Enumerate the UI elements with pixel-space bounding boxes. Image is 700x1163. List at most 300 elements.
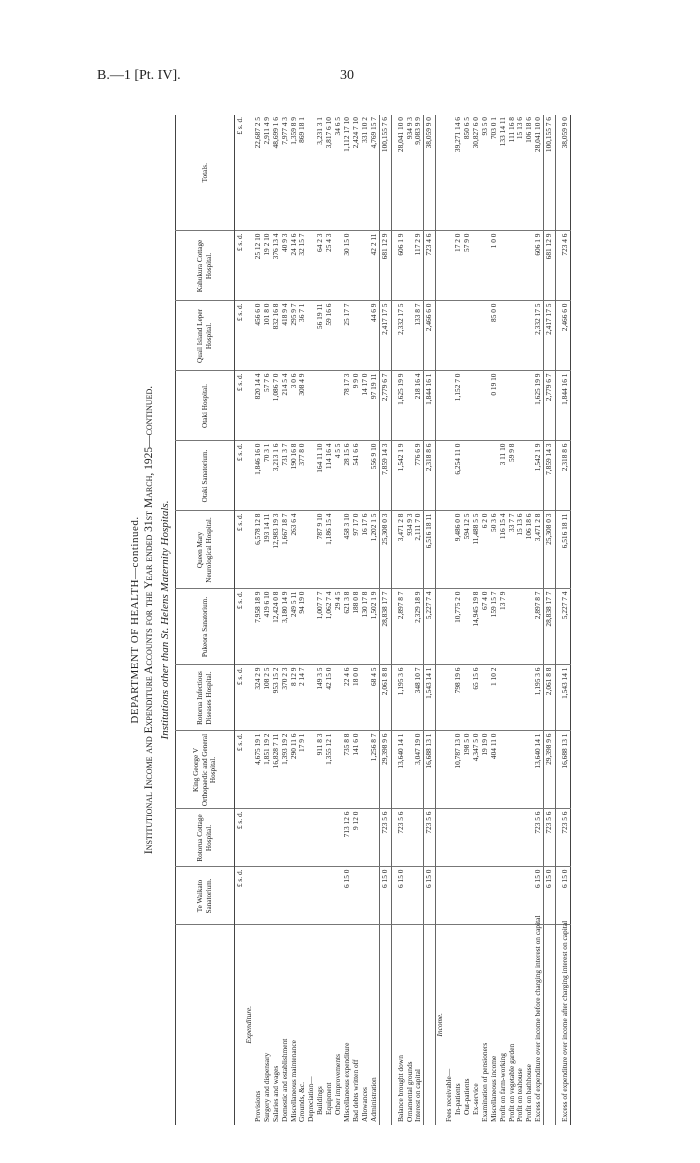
table-cell: 6 15 0 — [397, 867, 406, 925]
table-cell: 12,424 0 8 — [272, 589, 281, 665]
table-cell: 787 9 10 — [316, 511, 325, 589]
unit-cell: £ s. d. — [235, 867, 246, 925]
table-cell: 2,329 18 9 — [414, 589, 423, 665]
table-cell: 1,625 19 9 — [397, 371, 406, 441]
table-cell — [508, 867, 517, 925]
table-cell: 2,332 17 5 — [534, 301, 543, 371]
table-cell: 869 18 1 — [298, 115, 307, 231]
table-cell: 13,640 14 1 — [534, 731, 543, 809]
section-heading-row — [436, 115, 445, 1125]
table-cell: 9 12 0 — [352, 809, 361, 867]
table-cell: 48,699 1 6 — [272, 115, 281, 231]
table-cell: 1,846 16 0 — [254, 441, 263, 511]
row-label: Administration — [368, 1077, 378, 1122]
table-cell: 6,516 18 11 — [424, 511, 436, 589]
table-cell: 2,424 7 10 — [352, 115, 361, 231]
table-cell: 10,775 2 0 — [454, 589, 463, 665]
table-cell: 2 14 7 — [298, 665, 307, 731]
table-cell: 59 9 8 — [508, 441, 517, 511]
table-cell: 42 15 0 — [325, 665, 334, 731]
table-cell: 111 16 8 — [508, 115, 517, 231]
table-cell: 3 0 6 — [290, 371, 299, 441]
column-header: Otaki Sanatorium. — [176, 441, 235, 511]
table-cell: 19 19 0 — [481, 731, 490, 809]
table-cell: 25 12 10 — [254, 231, 263, 301]
table-cell: 0 19 10 — [490, 371, 499, 441]
table-cell: 22,687 2 5 — [254, 115, 263, 231]
table-cell: 419 6 10 — [263, 589, 272, 665]
column-header: Te Waikato Sanatorium. — [176, 867, 235, 925]
table-cell — [272, 809, 281, 867]
table-cell — [516, 231, 525, 301]
table-cell — [499, 371, 508, 441]
table-cell: 67 4 0 — [481, 589, 490, 665]
table-cell — [508, 665, 517, 731]
table-cell — [298, 809, 307, 867]
table-cell: 34 6 5 — [334, 115, 343, 231]
table-cell: 2,911 4 9 — [263, 115, 272, 231]
table-cell: 370 2 3 — [281, 665, 290, 731]
table-row — [481, 115, 490, 1125]
table-cell: 198 5 0 — [463, 731, 472, 809]
column-header: King George V Orthopaedic and General Hospital. — [176, 731, 235, 809]
row-label: Miscellaneous expenditure — [341, 1042, 351, 1122]
table-cell — [436, 371, 445, 441]
accounts-table — [175, 115, 571, 1125]
table-cell — [325, 809, 334, 867]
table-cell — [245, 809, 254, 867]
table-cell: 2,466 6 0 — [561, 301, 570, 371]
table-cell: 30 15 0 — [343, 231, 352, 301]
table-cell: 723 5 6 — [534, 809, 543, 867]
table-cell: 776 6 9 — [414, 441, 423, 511]
row-label: Other improvements — [333, 1054, 343, 1115]
table-row — [490, 115, 499, 1125]
table-cell: 1 0 0 — [490, 231, 499, 301]
table-cell: 4,347 5 0 — [472, 731, 481, 809]
table-row — [290, 115, 299, 1125]
table-cell: 5,227 7 4 — [424, 589, 436, 665]
row-label — [424, 925, 436, 1125]
table-cell: 2,111 7 0 — [414, 511, 423, 589]
total-row — [379, 115, 391, 1125]
table-cell — [481, 441, 490, 511]
table-cell: 723 4 6 — [561, 231, 570, 301]
table-cell: 114 16 4 — [325, 441, 334, 511]
table-cell: 15 13 6 — [516, 115, 525, 231]
row-label: Balance brought down — [395, 1055, 405, 1122]
table-cell: 14 17 0 — [361, 371, 370, 441]
table-row — [499, 115, 508, 1125]
row-label — [544, 925, 556, 1125]
table-cell: 1,112 17 10 — [343, 115, 352, 231]
table-cell — [472, 231, 481, 301]
table-cell: 4,769 15 7 — [370, 115, 379, 231]
table-cell: 681 12 9 — [544, 231, 556, 301]
table-cell — [290, 867, 299, 925]
table-cell: 621 3 8 — [343, 589, 352, 665]
column-header: Pukeora Sanatorium. — [176, 589, 235, 665]
table-cell: 1,543 14 1 — [561, 665, 570, 731]
row-label: Examination of pensioners — [479, 1042, 489, 1122]
row-label: Excess of expenditure over income before charging interest on capital — [533, 915, 543, 1122]
table-cell — [481, 867, 490, 925]
table-cell: 6 15 0 — [343, 867, 352, 925]
table-cell: 2,466 6 0 — [424, 301, 436, 371]
table-row — [472, 115, 481, 1125]
table-cell — [499, 867, 508, 925]
table-cell — [254, 809, 263, 867]
table-cell — [307, 371, 316, 441]
row-label: Bad debts written off — [350, 1059, 360, 1122]
table-cell: 13 7 9 — [499, 589, 508, 665]
total-row — [544, 115, 556, 1125]
table-cell — [414, 809, 423, 867]
table-cell: 6,516 18 11 — [561, 511, 570, 589]
column-header: Kahukura Cottage Hospital. — [176, 231, 235, 301]
table-cell: 190 16 8 — [290, 441, 299, 511]
department-title: DEPARTMENT OF HEALTH—continued. — [129, 516, 141, 724]
unit-cell: £ s. d. — [235, 511, 246, 589]
table-cell: 3,231 3 1 — [316, 115, 325, 231]
table-row — [397, 115, 406, 1125]
table-cell: 19 2 10 — [263, 231, 272, 301]
table-cell: 5,227 7 4 — [561, 589, 570, 665]
row-label: Income. — [435, 1012, 445, 1037]
table-cell: 703 0 1 — [490, 115, 499, 231]
table-row — [307, 115, 316, 1125]
column-header: Quail Island Leper Hospital. — [176, 301, 235, 371]
table-cell: 9,083 9 9 — [414, 115, 423, 231]
table-cell: 249 5 11 — [290, 589, 299, 665]
table-cell: 735 8 8 — [343, 731, 352, 809]
table-cell — [436, 589, 445, 665]
table-cell: 1 10 2 — [490, 665, 499, 731]
table-cell — [414, 867, 423, 925]
row-label: Profit on vegetable garden — [506, 1043, 516, 1122]
table-cell: 40 9 3 — [281, 231, 290, 301]
row-label: Profit on teahouse — [515, 1068, 525, 1122]
table-cell — [436, 867, 445, 925]
table-cell: 6 15 0 — [424, 867, 436, 925]
table-cell — [263, 809, 272, 867]
table-cell — [472, 441, 481, 511]
table-row — [534, 115, 543, 1125]
table-cell: 108 2 5 — [263, 665, 272, 731]
table-cell: 1,086 7 0 — [272, 371, 281, 441]
table-cell: 25,308 0 3 — [379, 511, 391, 589]
table-cell: 100,155 7 6 — [544, 115, 556, 231]
table-cell: 9,486 0 0 — [454, 511, 463, 589]
table-row — [414, 115, 423, 1125]
table-cell: 376 13 4 — [272, 231, 281, 301]
table-cell — [508, 301, 517, 371]
table-cell — [316, 867, 325, 925]
table-cell: 850 6 5 — [463, 115, 472, 231]
table-body — [235, 115, 571, 1125]
table-row — [516, 115, 525, 1125]
table-cell — [254, 867, 263, 925]
table-cell: 458 3 10 — [343, 511, 352, 589]
table-cell — [436, 665, 445, 731]
table-cell: 29 4 5 — [334, 589, 343, 665]
table-cell: 295 9 7 — [290, 301, 299, 371]
column-header: Rotorua Infectious Diseases Hospital. — [176, 665, 235, 731]
table-cell: 6 2 0 — [481, 511, 490, 589]
table-cell: 78 17 3 — [343, 371, 352, 441]
table-cell: 29,398 9 6 — [379, 731, 391, 809]
table-cell: 28 15 6 — [343, 441, 352, 511]
table-cell: 218 16 4 — [414, 371, 423, 441]
table-cell: 2,332 17 5 — [397, 301, 406, 371]
table-cell: 85 0 0 — [490, 301, 499, 371]
table-cell: 820 14 4 — [254, 371, 263, 441]
table-cell: 377 8 0 — [298, 441, 307, 511]
table-cell — [463, 371, 472, 441]
table-cell: 934 9 3 — [406, 511, 415, 589]
table-cell — [463, 867, 472, 925]
table-cell — [472, 809, 481, 867]
table-cell: 93 5 0 — [481, 115, 490, 231]
table-cell: 164 11 10 — [316, 441, 325, 511]
table-cell: 290 11 6 — [290, 731, 299, 809]
table-cell — [454, 301, 463, 371]
table-cell — [361, 867, 370, 925]
unit-cell: £ s. d. — [235, 589, 246, 665]
table-cell — [516, 809, 525, 867]
table-cell — [298, 511, 307, 589]
table-cell — [490, 867, 499, 925]
table-cell: 1,851 19 2 — [263, 731, 272, 809]
table-title: Institutional Income and Expenditure Accounts for the Year ended 31st March, 1925—continued. — [143, 385, 155, 855]
table-cell: 4 5 5 — [334, 441, 343, 511]
table-cell: 594 12 5 — [463, 511, 472, 589]
table-cell: 1,844 16 1 — [424, 371, 436, 441]
total-row — [424, 115, 436, 1125]
table-cell: 28,838 17 7 — [379, 589, 391, 665]
table-cell: 68 4 5 — [370, 665, 379, 731]
table-cell — [499, 809, 508, 867]
table-cell: 723 5 6 — [397, 809, 406, 867]
table-cell: 16,828 7 11 — [272, 731, 281, 809]
table-cell: 723 4 6 — [424, 231, 436, 301]
table-cell: 16,688 13 1 — [561, 731, 570, 809]
row-label: Fees receivable— — [444, 1068, 454, 1122]
table-cell: 4,675 19 1 — [254, 731, 263, 809]
row-label: Excess of expenditure over income after charging interest on capital — [560, 920, 570, 1122]
table-cell: 1,062 7 4 — [325, 589, 334, 665]
page-number: 30 — [340, 68, 354, 83]
table-cell: 15 13 6 — [516, 511, 525, 589]
row-label: Surgery and dispensary — [261, 1052, 271, 1122]
table-cell — [490, 809, 499, 867]
table-cell: 723 5 6 — [379, 809, 391, 867]
table-cell — [445, 867, 454, 925]
table-cell: 798 19 6 — [454, 665, 463, 731]
table-row — [325, 115, 334, 1125]
table-cell: 8 12 9 — [290, 665, 299, 731]
table-row — [298, 115, 307, 1125]
row-label: Miscellaneous maintenance — [288, 1040, 298, 1122]
table-row — [254, 115, 263, 1125]
table-cell — [516, 731, 525, 809]
table-cell — [361, 809, 370, 867]
table-cell — [516, 441, 525, 511]
table-cell: 6 15 0 — [544, 867, 556, 925]
table-cell — [516, 589, 525, 665]
table-cell — [263, 867, 272, 925]
table-cell: 133 14 11 — [499, 115, 508, 231]
table-cell — [436, 301, 445, 371]
table-cell: 1,202 1 5 — [370, 511, 379, 589]
table-cell: 2,318 8 6 — [561, 441, 570, 511]
table-cell: 2,779 6 7 — [379, 371, 391, 441]
table-cell — [454, 867, 463, 925]
table-cell: 42 2 11 — [370, 231, 379, 301]
table-cell — [454, 809, 463, 867]
table-cell: 100,155 7 6 — [379, 115, 391, 231]
unit-cell: £ s. d. — [235, 115, 246, 231]
table-cell: 12,983 19 3 — [272, 511, 281, 589]
table-cell: 25 17 7 — [343, 301, 352, 371]
table-cell — [516, 371, 525, 441]
table-cell — [316, 809, 325, 867]
column-header: Totals. — [176, 115, 235, 231]
table-cell: 348 10 7 — [414, 665, 423, 731]
column-header-row — [176, 115, 235, 1125]
table-cell — [436, 511, 445, 589]
table-cell — [436, 441, 445, 511]
table-row — [334, 115, 343, 1125]
table-cell — [325, 867, 334, 925]
unit-cell: £ s. d. — [235, 301, 246, 371]
table-cell: 3,180 14 9 — [281, 589, 290, 665]
table-row — [508, 115, 517, 1125]
table-cell: 14,945 19 8 — [472, 589, 481, 665]
table-cell: 59 16 6 — [325, 301, 334, 371]
table-cell — [472, 301, 481, 371]
column-header: Rotorua Cottage Hospital. — [176, 809, 235, 867]
table-cell: 106 18 6 — [525, 115, 534, 231]
table-cell — [281, 809, 290, 867]
row-label: Interest on capital — [413, 1069, 423, 1122]
table-cell: 130 17 8 — [361, 589, 370, 665]
table-cell: 1,152 7 0 — [454, 371, 463, 441]
table-cell — [352, 231, 361, 301]
table-row — [281, 115, 290, 1125]
table-cell: 18 0 0 — [352, 665, 361, 731]
table-cell: 57 7 6 — [263, 371, 272, 441]
row-label: Ornamental grounds — [404, 1061, 414, 1122]
table-cell — [370, 809, 379, 867]
table-cell: 50 3 6 — [490, 511, 499, 589]
table-cell: 2,779 6 7 — [544, 371, 556, 441]
table-cell: 1,502 1 9 — [370, 589, 379, 665]
header-label-column — [176, 925, 235, 1125]
row-label — [379, 925, 391, 1125]
table-cell: 6,254 11 0 — [454, 441, 463, 511]
table-cell — [463, 301, 472, 371]
row-label: Provisions — [252, 1090, 262, 1122]
table-cell: 141 6 0 — [352, 731, 361, 809]
table-cell: 97 19 11 — [370, 371, 379, 441]
table-cell — [245, 867, 254, 925]
table-cell: 2,318 8 6 — [424, 441, 436, 511]
table-cell: 1,355 12 1 — [325, 731, 334, 809]
table-cell — [508, 809, 517, 867]
row-label: Salaries and wages — [270, 1065, 280, 1122]
table-cell — [499, 231, 508, 301]
unit-cell: £ s. d. — [235, 665, 246, 731]
units-row — [235, 115, 246, 1125]
table-cell: 94 19 0 — [298, 589, 307, 665]
table-subtitle: Institutions other than St. Helens Maternity Hospitals. — [159, 500, 171, 740]
table-cell — [445, 301, 454, 371]
table-cell: 911 8 3 — [316, 731, 325, 809]
table-cell: 934 9 3 — [406, 115, 415, 231]
column-header: Queen Mary Neurological Hospital. — [176, 511, 235, 589]
table-cell — [516, 301, 525, 371]
table-cell — [516, 867, 525, 925]
unit-cell: £ s. d. — [235, 231, 246, 301]
table-cell: 1,393 19 2 — [281, 731, 290, 809]
table-cell: 1,543 14 1 — [424, 665, 436, 731]
table-cell: 28,041 10 0 — [397, 115, 406, 231]
table-cell: 17 2 0 — [454, 231, 463, 301]
table-cell: 2,061 8 8 — [544, 665, 556, 731]
table-cell — [499, 665, 508, 731]
table-cell — [436, 809, 445, 867]
table-cell: 38,059 9 0 — [424, 115, 436, 231]
table-cell: 214 5 4 — [281, 371, 290, 441]
table-cell — [508, 731, 517, 809]
table-cell: 6 15 0 — [379, 867, 391, 925]
table-cell: 541 6 6 — [352, 441, 361, 511]
table-cell — [307, 809, 316, 867]
table-cell: 1,844 16 1 — [561, 371, 570, 441]
table-cell — [472, 867, 481, 925]
table-cell: 56 19 11 — [316, 301, 325, 371]
table-cell — [272, 867, 281, 925]
table-cell — [298, 867, 307, 925]
table-cell: 1,256 8 7 — [370, 731, 379, 809]
row-label: In-patients — [453, 1083, 463, 1115]
table-row — [370, 115, 379, 1125]
table-cell — [499, 301, 508, 371]
page-reference: B.—1 [Pt. IV]. — [97, 68, 181, 83]
table-cell: 11,488 5 5 — [472, 511, 481, 589]
row-label: Profit on farm-working — [497, 1053, 507, 1122]
table-cell: 2,897 8 7 — [397, 589, 406, 665]
table-cell — [316, 371, 325, 441]
table-cell: 556 9 10 — [370, 441, 379, 511]
table-cell: 832 16 8 — [272, 301, 281, 371]
table-cell: 44 6 9 — [370, 301, 379, 371]
table-cell: 6,578 12 8 — [254, 511, 263, 589]
table-cell: 39,271 14 6 — [454, 115, 463, 231]
table-cell: 3,817 6 10 — [325, 115, 334, 231]
table-cell: 159 15 7 — [490, 589, 499, 665]
table-cell — [352, 301, 361, 371]
table-cell: 64 2 3 — [316, 231, 325, 301]
table-cell: 193 14 11 — [263, 511, 272, 589]
table-cell: 22 4 6 — [343, 665, 352, 731]
table-cell — [516, 665, 525, 731]
table-cell: 106 18 6 — [525, 511, 534, 589]
table-cell: 3 11 10 — [499, 441, 508, 511]
rotated-table-region — [128, 115, 638, 1125]
table-cell: 3,047 19 0 — [414, 731, 423, 809]
